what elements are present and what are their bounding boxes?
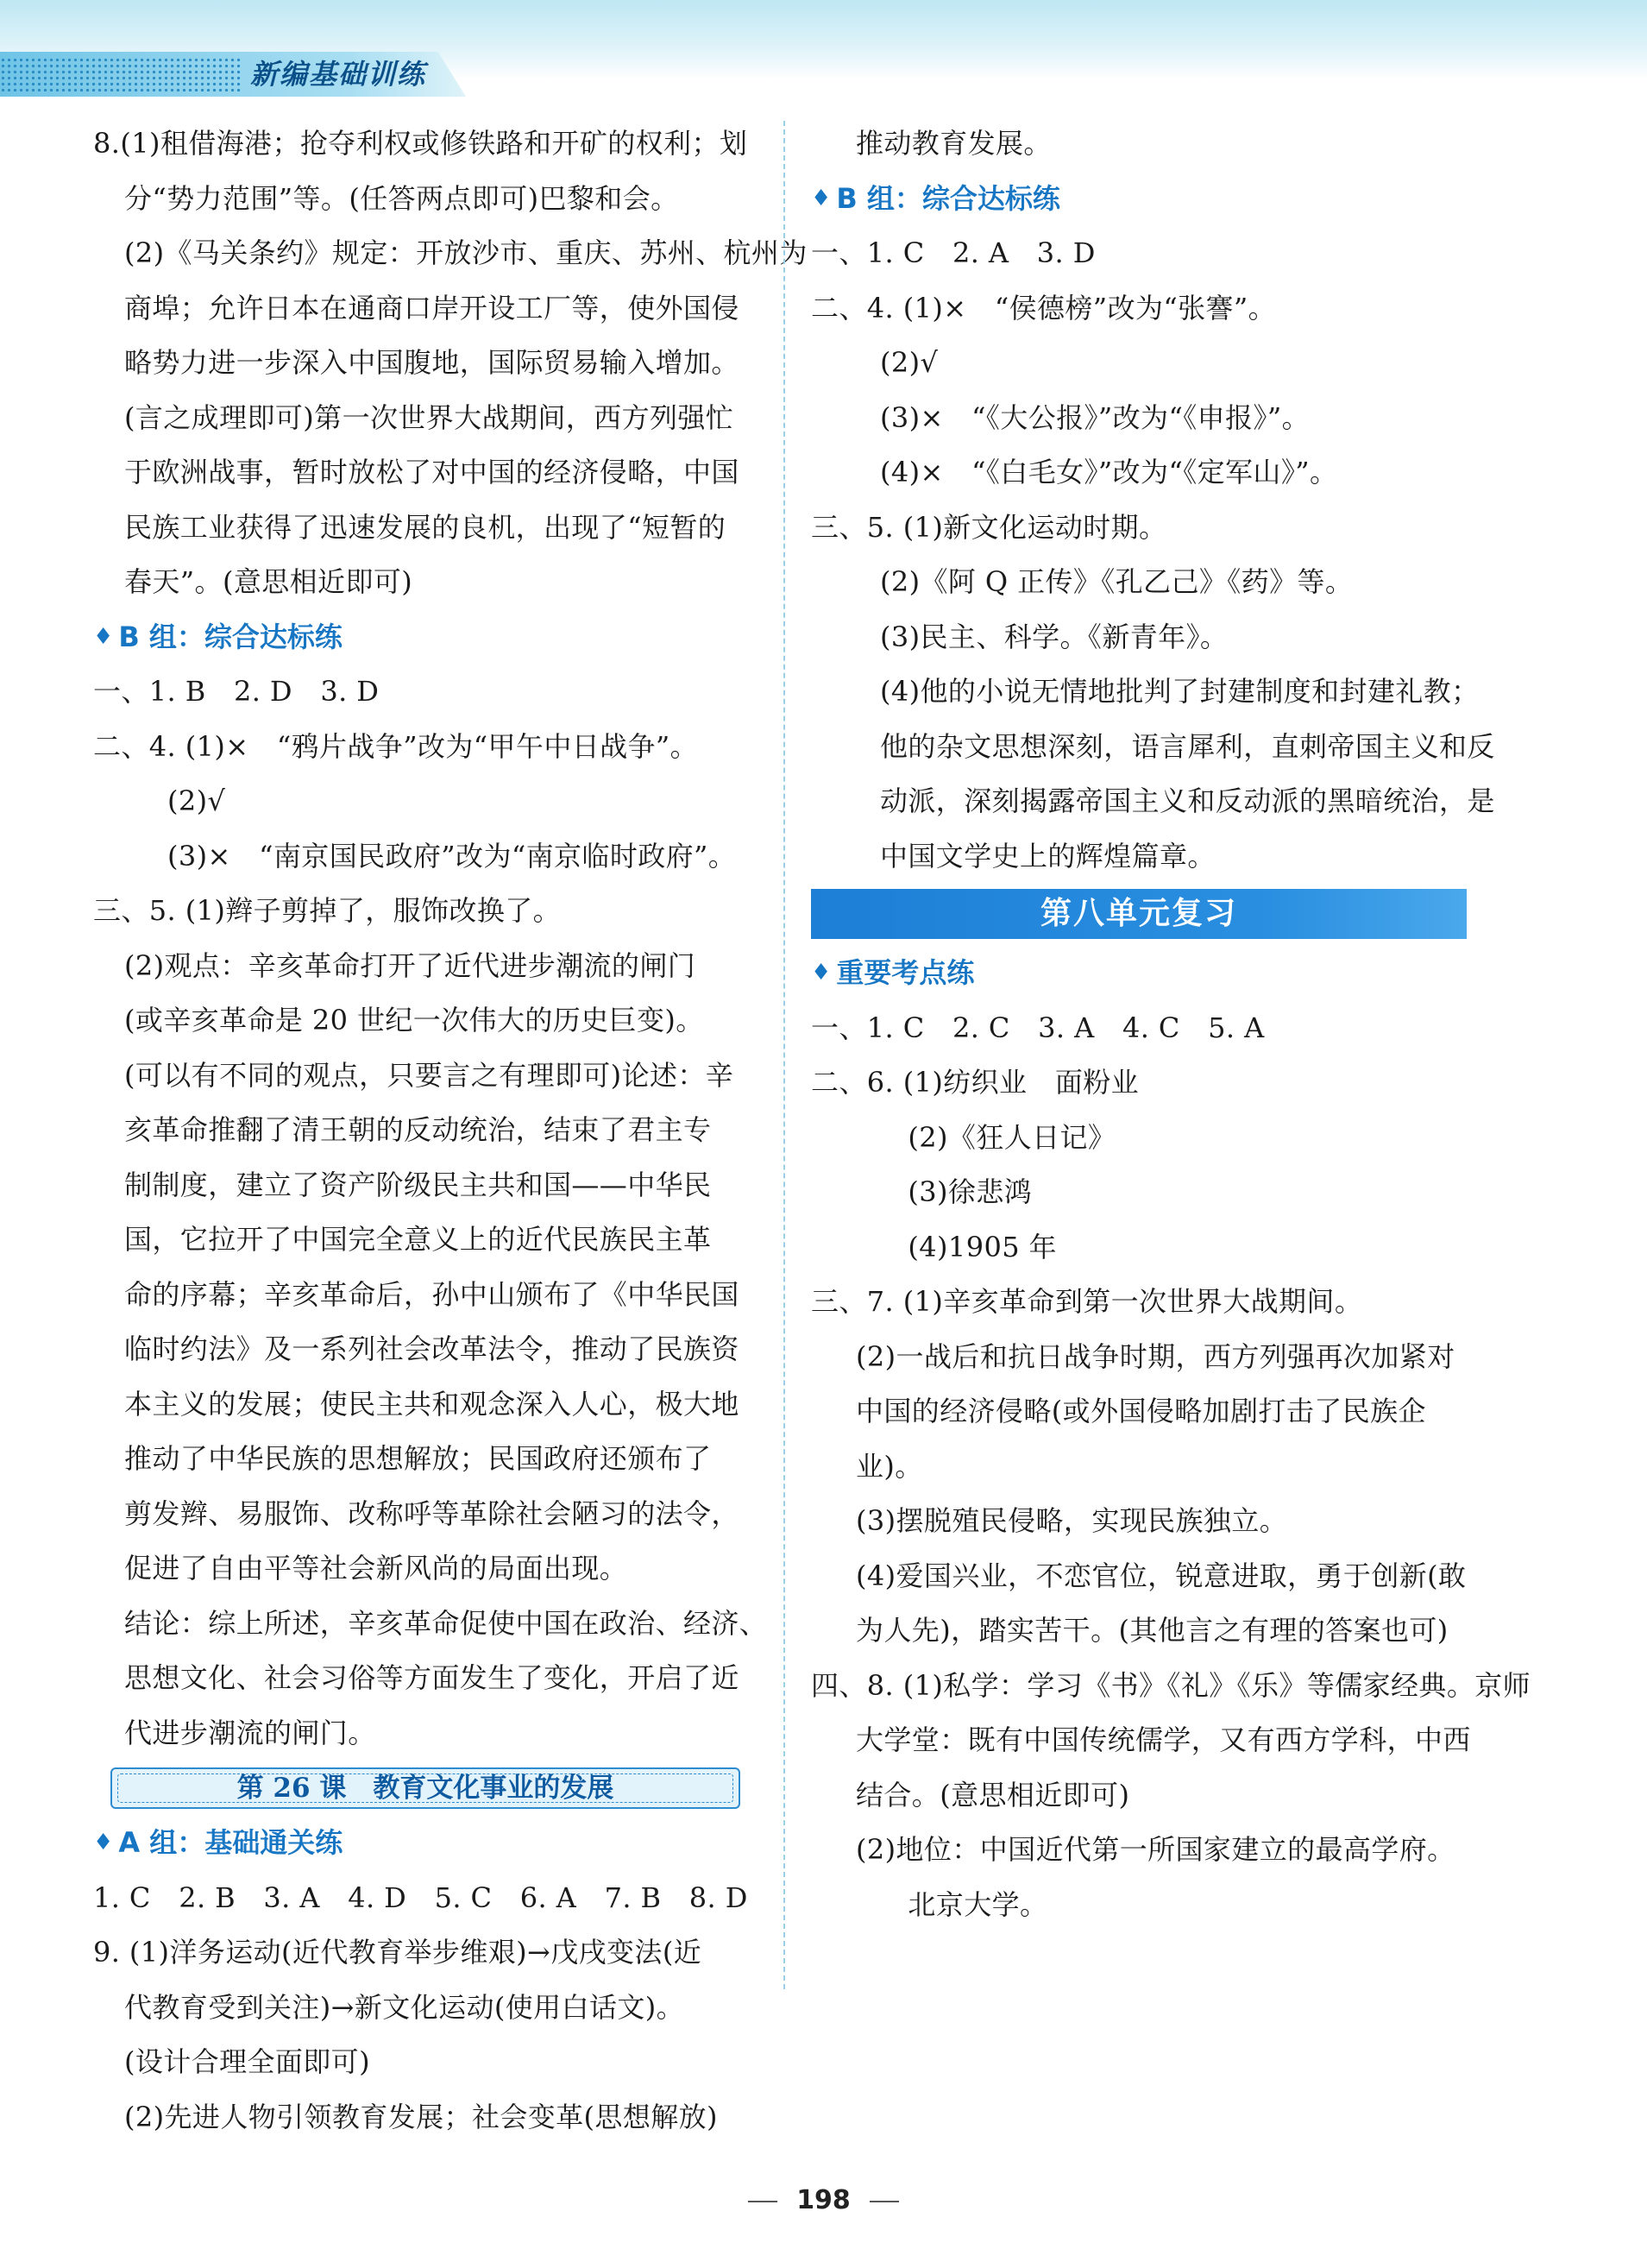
- footer-dash-left: [748, 2201, 777, 2202]
- answer-line: 四、8. (1)私学：学习《书》《礼》《乐》等儒家经典。京师: [811, 1668, 1531, 1702]
- answer-line: 业)。: [856, 1449, 923, 1483]
- answer-line: (2)√: [167, 784, 226, 817]
- answer-line: (可以有不同的观点，只要言之有理即可)论述：辛: [124, 1058, 734, 1092]
- answer-line: (2)《马关条约》规定：开放沙市、重庆、苏州、杭州为: [124, 236, 808, 269]
- answer-line: 剪发辫、易服饰、改称呼等革除社会陋习的法令，: [124, 1496, 739, 1530]
- lesson-title: 第 26 课 教育文化事业的发展: [236, 1773, 614, 1804]
- answer-line: (3)× “南京国民政府”改为“南京临时政府”。: [167, 839, 737, 873]
- answer-line: 本主义的发展；使民主共和观念深入人心，极大地: [124, 1387, 739, 1421]
- diamond-icon: ♦: [811, 960, 832, 986]
- answer-line: 结论：综上所述，辛亥革命促使中国在政治、经济、: [124, 1606, 768, 1640]
- diamond-icon: ♦: [811, 185, 832, 211]
- answer-line: (2)观点：辛亥革命打开了近代进步潮流的闸门: [124, 948, 696, 982]
- section-heading: [93, 1816, 766, 1871]
- answer-line: 为人先)，踏实苦干。(其他言之有理的答案也可): [856, 1614, 1449, 1647]
- answer-line: (言之成理即可)第一次世界大战期间，西方列强忙: [124, 400, 734, 434]
- diamond-icon: ♦: [93, 1830, 114, 1855]
- answer-line: (设计合理全面即可): [124, 2045, 370, 2078]
- answer-line: (2)√: [880, 346, 939, 379]
- answer-line: 思想文化、社会习俗等方面发生了变化，开启了近: [124, 1661, 739, 1694]
- answer-line: 命的序幕；辛亥革命后，孙中山颁布了《中华民国: [124, 1277, 739, 1311]
- answer-line: 北京大学。: [880, 1887, 1048, 1921]
- answer-line: 中国文学史上的辉煌篇章。: [880, 839, 1216, 873]
- answer-line: 二、4. (1)× “鸦片战争”改为“甲午中日战争”。: [93, 729, 699, 763]
- answer-line: 春天”。(意思相近即可): [124, 565, 413, 598]
- answer-line: 一、1. C 2. C 3. A 4. C 5. A: [811, 1011, 1265, 1044]
- answer-line: 一、1. C 2. A 3. D: [811, 236, 1096, 269]
- section-heading: [93, 610, 766, 665]
- page-number: 198: [796, 2185, 851, 2215]
- answer-line: 1. C 2. B 3. A 4. D 5. C 6. A 7. B 8. D: [93, 1881, 748, 1914]
- answer-line: (2)一战后和抗日战争时期，西方列强再次加紧对: [856, 1339, 1455, 1373]
- answer-line: (3)× “《大公报》”改为“《申报》”。: [880, 400, 1310, 434]
- answer-line: 结合。(意思相近即可): [856, 1778, 1130, 1811]
- answer-line: (3)民主、科学。《新青年》。: [880, 620, 1229, 653]
- answer-line: (4)爱国兴业，不恋官位，锐意进取，勇于创新(敢: [856, 1559, 1467, 1592]
- answer-line: 临时约法》及一系列社会改革法令，推动了民族资: [124, 1332, 739, 1365]
- answer-line: 国，它拉开了中国完全意义上的近代民族民主革: [124, 1223, 712, 1256]
- answer-line: 一、1. B 2. D 3. D: [93, 675, 380, 708]
- page-footer: [0, 2185, 1647, 2215]
- answer-line: 推动了中华民族的思想解放；民国政府还颁布了: [124, 1442, 712, 1475]
- answer-line: 二、6. (1)纺织业 面粉业: [811, 1066, 1140, 1099]
- answer-line: (4)他的小说无情地批判了封建制度和封建礼教；: [880, 675, 1480, 708]
- section-heading-text: 重要考点练: [836, 956, 975, 989]
- answer-line: (或辛亥革命是 20 世纪一次伟大的历史巨变)。: [124, 1004, 704, 1036]
- lesson-banner: [110, 1767, 740, 1809]
- answer-line: 略势力进一步深入中国腹地，国际贸易输入增加。: [124, 346, 739, 379]
- answer-line: 商埠；允许日本在通商口岸开设工厂等，使外国侵: [124, 291, 739, 324]
- footer-dash-right: [870, 2201, 899, 2202]
- answer-line: 亥革命推翻了清王朝的反动统治，结束了君主专: [124, 1113, 712, 1146]
- answer-line: 他的杂文思想深刻，语言犀利，直刺帝国主义和反: [880, 729, 1495, 763]
- answer-line: 中国的经济侵略(或外国侵略加剧打击了民族企: [856, 1395, 1426, 1427]
- left-column: [93, 117, 808, 2145]
- answer-line: 三、5. (1)辫子剪掉了，服饰改换了。: [93, 894, 562, 927]
- answer-line: 二、4. (1)× “侯德榜”改为“张謇”。: [811, 291, 1277, 324]
- answer-line: 促进了自由平等社会新风尚的局面出现。: [124, 1552, 628, 1584]
- header-dot-pattern: [0, 57, 242, 91]
- section-heading-text: A 组：基础通关练: [118, 1826, 343, 1859]
- answer-line: (2)先进人物引领教育发展；社会变革(思想解放): [124, 2100, 718, 2133]
- answer-line: (4)× “《白毛女》”改为“《定军山》”。: [880, 456, 1338, 488]
- column-divider: [783, 121, 785, 1989]
- answer-line: 9. (1)洋务运动(近代教育举步维艰)→戊戌变法(近: [93, 1936, 702, 1969]
- answer-line: 推动教育发展。: [856, 127, 1052, 160]
- answer-line: (2)《狂人日记》: [880, 1120, 1116, 1154]
- answer-line: 8.(1)租借海港；抢夺利权或修铁路和开矿的权利；划: [93, 127, 748, 160]
- section-heading-text: B 组：综合达标练: [836, 181, 1060, 215]
- answer-line: 制制度，建立了资产阶级民主共和国——中华民: [124, 1168, 712, 1201]
- answer-line: 代进步潮流的闸门。: [124, 1716, 376, 1749]
- section-heading-text: B 组：综合达标练: [118, 620, 343, 653]
- answer-line: (4)1905 年: [880, 1230, 1057, 1263]
- right-column: [811, 117, 1531, 1932]
- answer-line: 分“势力范围”等。(任答两点即可)巴黎和会。: [124, 181, 679, 215]
- diamond-icon: ♦: [93, 623, 114, 650]
- answer-line: 于欧洲战事，暂时放松了对中国的经济侵略，中国: [124, 456, 739, 488]
- section-heading: [811, 172, 1484, 227]
- answer-line: (3)摆脱殖民侵略，实现民族独立。: [856, 1504, 1288, 1537]
- answer-line: 动派，深刻揭露帝国主义和反动派的黑暗统治，是: [880, 784, 1495, 817]
- answer-line: 三、5. (1)新文化运动时期。: [811, 510, 1167, 544]
- answer-line: 大学堂：既有中国传统儒学，又有西方学科，中西: [856, 1723, 1471, 1756]
- answer-line: 代教育受到关注)→新文化运动(使用白话文)。: [124, 1990, 685, 2024]
- answer-line: (2)地位：中国近代第一所国家建立的最高学府。: [856, 1833, 1455, 1866]
- section-heading: [811, 946, 1484, 1001]
- answer-line: 三、7. (1)辛亥革命到第一次世界大战期间。: [811, 1285, 1363, 1318]
- answer-line: (2)《阿 Q 正传》《孔乙己》《药》等。: [880, 565, 1354, 598]
- answer-line: 民族工业获得了迅速发展的良机，出现了“短暂的: [124, 510, 726, 544]
- answer-line: (3)徐悲鸿: [880, 1175, 1033, 1208]
- unit-review-banner: 第八单元复习: [811, 889, 1467, 939]
- book-title: 新编基础训练: [250, 58, 427, 91]
